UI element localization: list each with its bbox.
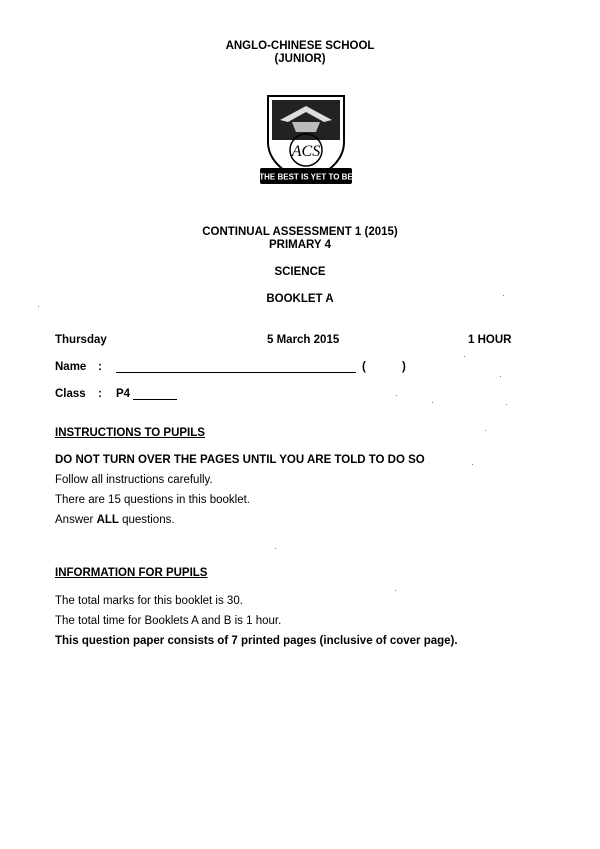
instructions-heading: INSTRUCTIONS TO PUPILS <box>55 427 205 439</box>
svg-text:THE BEST IS YET TO BE: THE BEST IS YET TO BE <box>259 172 353 182</box>
school-subtitle: (JUNIOR) <box>274 53 326 65</box>
scan-speck <box>395 590 396 591</box>
name-field[interactable] <box>116 372 356 373</box>
instruction-line: Follow all instructions carefully. <box>55 474 213 486</box>
instruction-answer-suffix: questions. <box>122 514 175 526</box>
register-number-open: ( <box>362 361 366 373</box>
class-field[interactable] <box>133 399 177 400</box>
scan-speck <box>275 548 276 549</box>
name-label: Name <box>55 361 87 373</box>
exam-booklet: BOOKLET A <box>266 293 334 305</box>
class-colon: : <box>98 388 102 400</box>
instruction-answer-prefix: Answer <box>55 514 94 526</box>
exam-date: 5 March 2015 <box>267 334 340 346</box>
class-prefix: P4 <box>116 388 131 400</box>
register-number-close: ) <box>402 361 406 373</box>
scan-speck <box>464 356 465 357</box>
school-crest-logo <box>258 92 354 190</box>
scan-speck <box>506 404 507 405</box>
information-line: The total time for Booklets A and B is 1 hour. <box>55 615 282 627</box>
scan-speck <box>432 402 433 403</box>
exam-day: Thursday <box>55 334 107 346</box>
name-colon: : <box>98 361 102 373</box>
scan-speck <box>500 376 501 377</box>
scan-speck <box>503 295 504 296</box>
information-line: The total marks for this booklet is 30. <box>55 595 243 607</box>
instruction-line <box>55 514 175 526</box>
exam-level: PRIMARY 4 <box>269 239 331 251</box>
instructions-warning: DO NOT TURN OVER THE PAGES UNTIL YOU ARE TOLD TO DO SO <box>55 454 425 466</box>
school-name: ANGLO-CHINESE SCHOOL <box>225 40 375 52</box>
svg-text:ACS: ACS <box>291 143 321 160</box>
scan-speck <box>472 464 473 465</box>
exam-subject: SCIENCE <box>274 266 326 278</box>
scan-speck <box>38 306 39 307</box>
information-heading: INFORMATION FOR PUPILS <box>55 567 208 579</box>
exam-title: CONTINUAL ASSESSMENT 1 (2015) <box>202 226 398 238</box>
class-label: Class <box>55 388 86 400</box>
scan-speck <box>396 395 397 396</box>
instruction-answer-emphasis: ALL <box>96 514 119 526</box>
exam-duration: 1 HOUR <box>468 334 512 346</box>
information-pages-note: This question paper consists of 7 printed pages (inclusive of cover page). <box>55 635 458 647</box>
scan-speck <box>485 430 486 431</box>
instruction-line: There are 15 questions in this booklet. <box>55 494 250 506</box>
